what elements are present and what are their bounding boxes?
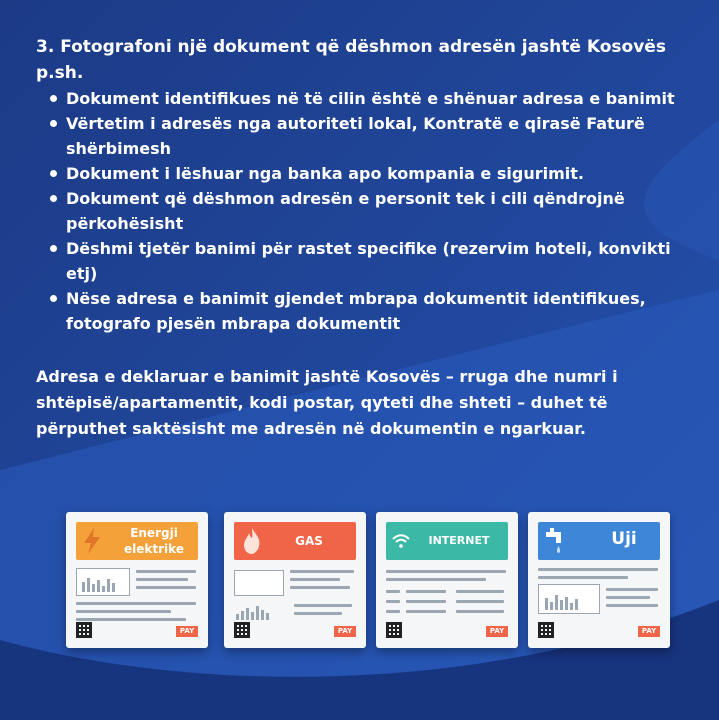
address-paragraph: Adresa e deklaruar e banimit jashtë Kosovës – rruga dhe numri i shtëpisë/apartamentit, kodi postar, qyteti dhe shteti – duhet të përputhet saktësisht me adresën në dokumentin e ngarkuar. <box>36 367 618 438</box>
bill-electricity <box>66 512 208 648</box>
pay-badge: PAY <box>176 626 198 637</box>
instructions <box>36 34 696 442</box>
bullet-item: Dokument i lëshuar nga banka apo kompania e sigurimit. <box>66 161 696 186</box>
bill-water-header <box>538 522 660 560</box>
bullet-list <box>36 86 696 336</box>
bill-electricity-title-1: Energji <box>130 526 178 540</box>
bullet-item: Dëshmi tjetër banimi për rastet specifike (rezervim hoteli, konvikti etj) <box>66 236 696 286</box>
pay-badge: PAY <box>638 626 660 637</box>
chart-box <box>76 568 130 596</box>
bill-gas-header <box>234 522 356 560</box>
info-box <box>234 570 284 596</box>
bill-electricity-title-2: elektrike <box>124 542 184 556</box>
faucet-icon <box>544 528 566 554</box>
chart-box <box>538 584 600 614</box>
wifi-icon <box>392 534 410 548</box>
bill-gas <box>224 512 366 648</box>
bullet-item: Dokument që dëshmon adresën e personit tek i cili qëndrojnë përkohësisht <box>66 186 696 236</box>
bullet-item: Nëse adresa e banimit gjendet mbrapa dokumentit identifikues, fotografo pjesën mbrapa dokumentit <box>66 286 696 336</box>
bullet-item: Dokument identifikues në të cilin është e shënuar adresa e banimit <box>66 86 696 111</box>
bill-water-title: Uji <box>611 529 637 549</box>
bill-internet-header <box>386 522 508 560</box>
bill-internet <box>376 512 518 648</box>
qr-code-icon <box>386 622 402 638</box>
bill-gas-title: GAS <box>295 534 323 548</box>
qr-code-icon <box>234 622 250 638</box>
pay-badge: PAY <box>486 626 508 637</box>
qr-code-icon <box>76 622 92 638</box>
heading: 3. Fotografoni një dokument që dëshmon adresën jashtë Kosovës p.sh. <box>36 37 666 83</box>
qr-code-icon <box>538 622 554 638</box>
bill-water <box>528 512 670 648</box>
lightning-icon <box>82 528 102 554</box>
bill-internet-title: INTERNET <box>428 534 490 547</box>
bullet-item: Vërtetim i adresës nga autoriteti lokal, Kontratë e qirasë Faturë shërbimesh <box>66 111 696 161</box>
flame-icon <box>242 528 262 554</box>
bill-electricity-header <box>76 522 198 560</box>
pay-badge: PAY <box>334 626 356 637</box>
